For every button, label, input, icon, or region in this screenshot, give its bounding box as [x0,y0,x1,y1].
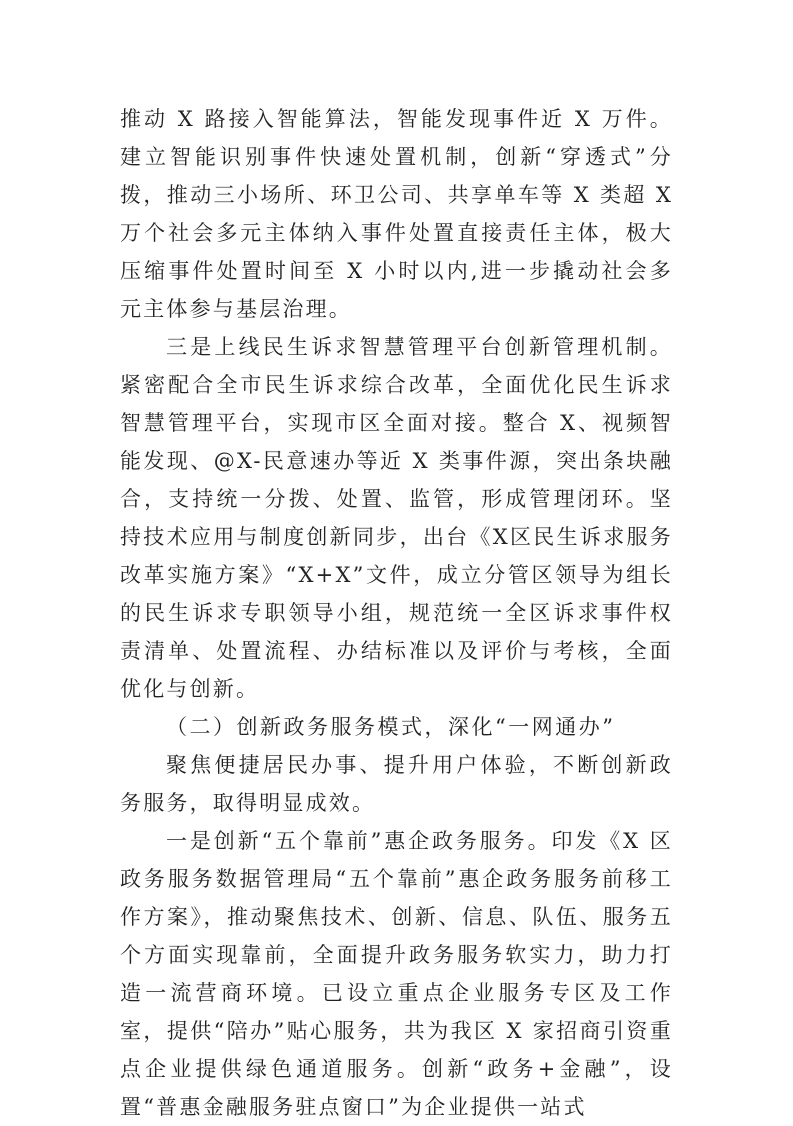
paragraph-section-intro: 聚焦便捷居民办事、提升用户体验，不断创新政务服务，取得明显成效。 [120,753,673,815]
paragraph-livelihood-platform: 三是上线民生诉求智慧管理平台创新管理机制。紧密配合全市民生诉求综合改革，全面优化民生诉求智慧管理平台，实现市区全面对接。整合 X、视频智能发现、@X-民意速办等近 X 类事件源，突出条块融合，支持统一分拨、处置、监管，形成管理闭环。坚持技术应用与制度创新同步，出台《X区民生诉求服务改革实施方案》“X+X”文件，成立分管区领导为组长的民生诉求专职领导小组，规范统一全区诉求事件权责清单、处置流程、办结标准以及评价与考核，全面优化与创新。 [120,335,673,701]
section-heading-government-services: （二）创新政务服务模式，深化“一网通办” [166,715,616,739]
document-page [120,100,673,1126]
paragraph-five-forward-services: 一是创新“五个靠前”惠企政务服务。印发《X 区政务服务数据管理局“五个靠前”惠企政务服务前移工作方案》，推动聚焦技术、创新、信息、队伍、服务五个方面实现靠前，全面提升政务服务软实力，助力打造一流营商环境。已设立重点企业服务专区及工作室，提供“陪办”贴心服务，共为我区 X 家招商引资重点企业提供绿色通道服务。创新“政务+金融”，设置“普惠金融服务驻点窗口”为企业提供一站式 [120,829,673,1119]
paragraph-event-disposal: 推动 X 路接入智能算法，智能发现事件近 X 万件。建立智能识别事件快速处置机制，创新“穿透式”分拨，推动三小场所、环卫公司、共享单车等 X 类超 X 万个社会多元主体纳入事件处置直接责任主体，极大压缩事件处置时间至 X 小时以内,进一步撬动社会多元主体参与基层治理。 [120,107,673,321]
